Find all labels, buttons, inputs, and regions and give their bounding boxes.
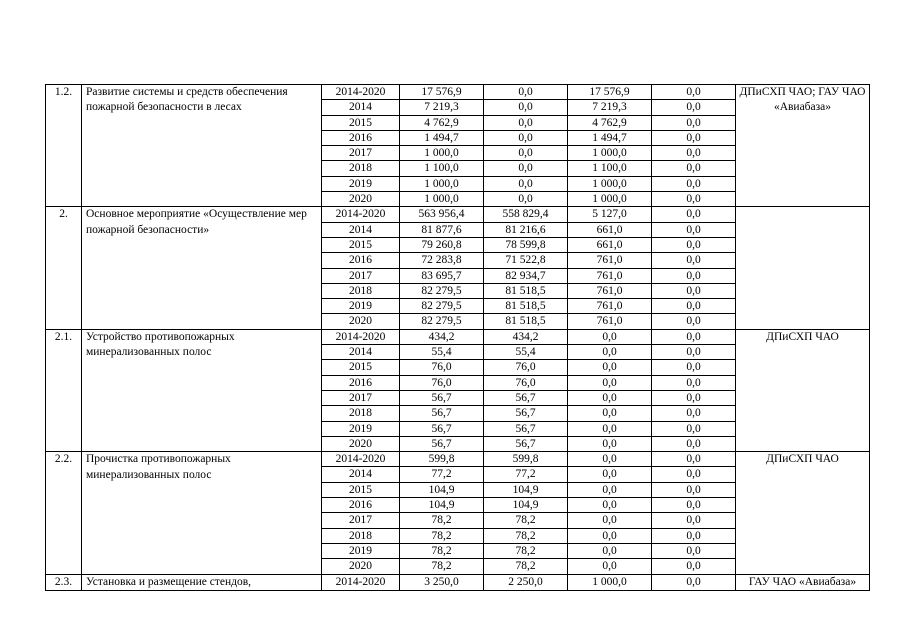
total-cell: 78,2 xyxy=(400,559,484,574)
year-cell: 2014-2020 xyxy=(322,207,400,222)
year-cell: 2015 xyxy=(322,115,400,130)
total-cell: 56,7 xyxy=(400,436,484,451)
executor-cell: ДПиСХП ЧАО xyxy=(736,452,870,574)
program-table xyxy=(45,84,870,591)
total-cell: 56,7 xyxy=(400,390,484,405)
funding-cell: 0,0 xyxy=(484,146,568,161)
year-cell: 2019 xyxy=(322,421,400,436)
funding-cell: 55,4 xyxy=(484,345,568,360)
funding-cell: 0,0 xyxy=(652,176,736,191)
funding-cell: 78,2 xyxy=(484,543,568,558)
funding-cell: 761,0 xyxy=(568,299,652,314)
year-cell: 2014 xyxy=(322,345,400,360)
total-cell: 17 576,9 xyxy=(400,85,484,100)
funding-cell: 0,0 xyxy=(652,146,736,161)
funding-cell: 1 000,0 xyxy=(568,146,652,161)
year-cell: 2014 xyxy=(322,222,400,237)
funding-cell: 0,0 xyxy=(568,345,652,360)
total-cell: 72 283,8 xyxy=(400,253,484,268)
funding-cell: 1 000,0 xyxy=(568,176,652,191)
funding-cell: 0,0 xyxy=(568,436,652,451)
funding-cell: 0,0 xyxy=(652,421,736,436)
total-cell: 77,2 xyxy=(400,467,484,482)
funding-cell: 599,8 xyxy=(484,452,568,467)
year-cell: 2016 xyxy=(322,375,400,390)
funding-cell: 0,0 xyxy=(568,390,652,405)
total-cell: 1 000,0 xyxy=(400,146,484,161)
funding-cell: 4 762,9 xyxy=(568,115,652,130)
total-cell: 82 279,5 xyxy=(400,314,484,329)
funding-cell: 761,0 xyxy=(568,283,652,298)
funding-cell: 0,0 xyxy=(484,161,568,176)
funding-cell: 0,0 xyxy=(652,115,736,130)
funding-cell: 0,0 xyxy=(652,192,736,207)
total-cell: 78,2 xyxy=(400,513,484,528)
total-cell: 4 762,9 xyxy=(400,115,484,130)
funding-cell: 0,0 xyxy=(484,85,568,100)
funding-cell: 661,0 xyxy=(568,222,652,237)
total-cell: 78,2 xyxy=(400,543,484,558)
year-cell: 2016 xyxy=(322,498,400,513)
executor-cell: ГАУ ЧАО «Авиабаза» xyxy=(736,574,870,590)
funding-cell: 0,0 xyxy=(652,559,736,574)
funding-cell: 56,7 xyxy=(484,390,568,405)
funding-cell: 761,0 xyxy=(568,268,652,283)
funding-cell: 0,0 xyxy=(652,85,736,100)
year-cell: 2018 xyxy=(322,283,400,298)
year-cell: 2017 xyxy=(322,390,400,405)
funding-cell: 0,0 xyxy=(568,360,652,375)
table-row xyxy=(46,85,870,100)
total-cell: 78,2 xyxy=(400,528,484,543)
funding-cell: 0,0 xyxy=(652,498,736,513)
funding-cell: 0,0 xyxy=(652,406,736,421)
funding-cell: 0,0 xyxy=(652,299,736,314)
funding-cell: 0,0 xyxy=(652,268,736,283)
table-row xyxy=(46,574,870,590)
funding-cell: 434,2 xyxy=(484,329,568,344)
funding-cell: 1 494,7 xyxy=(568,130,652,145)
total-cell: 1 494,7 xyxy=(400,130,484,145)
year-cell: 2020 xyxy=(322,192,400,207)
year-cell: 2015 xyxy=(322,360,400,375)
funding-cell: 0,0 xyxy=(652,436,736,451)
item-name: Развитие системы и средств обеспечения пожарной безопасности в лесах xyxy=(82,85,322,207)
funding-cell: 0,0 xyxy=(652,130,736,145)
funding-cell: 0,0 xyxy=(568,375,652,390)
funding-cell: 1 100,0 xyxy=(568,161,652,176)
funding-cell: 0,0 xyxy=(568,498,652,513)
item-number: 2. xyxy=(46,207,82,329)
funding-cell: 0,0 xyxy=(652,528,736,543)
funding-cell: 56,7 xyxy=(484,406,568,421)
funding-cell: 761,0 xyxy=(568,253,652,268)
funding-cell: 0,0 xyxy=(568,513,652,528)
year-cell: 2018 xyxy=(322,161,400,176)
funding-cell: 56,7 xyxy=(484,421,568,436)
total-cell: 56,7 xyxy=(400,421,484,436)
year-cell: 2014-2020 xyxy=(322,85,400,100)
funding-cell: 78,2 xyxy=(484,528,568,543)
funding-cell: 5 127,0 xyxy=(568,207,652,222)
item-number: 2.2. xyxy=(46,452,82,574)
funding-cell: 0,0 xyxy=(652,253,736,268)
year-cell: 2017 xyxy=(322,513,400,528)
funding-cell: 78 599,8 xyxy=(484,237,568,252)
total-cell: 76,0 xyxy=(400,375,484,390)
item-name: Установка и размещение стендов, xyxy=(82,574,322,590)
year-cell: 2020 xyxy=(322,436,400,451)
funding-cell: 0,0 xyxy=(652,574,736,590)
year-cell: 2019 xyxy=(322,543,400,558)
funding-cell: 0,0 xyxy=(652,100,736,115)
funding-cell: 76,0 xyxy=(484,375,568,390)
funding-cell: 0,0 xyxy=(568,543,652,558)
funding-cell: 0,0 xyxy=(652,345,736,360)
total-cell: 79 260,8 xyxy=(400,237,484,252)
total-cell: 56,7 xyxy=(400,406,484,421)
funding-cell: 0,0 xyxy=(652,237,736,252)
funding-cell: 82 934,7 xyxy=(484,268,568,283)
table-row xyxy=(46,329,870,344)
funding-cell: 0,0 xyxy=(568,406,652,421)
funding-cell: 81 518,5 xyxy=(484,283,568,298)
item-name: Устройство противопожарных минерализованных полос xyxy=(82,329,322,451)
item-name: Основное мероприятие «Осуществление мер пожарной безопасности» xyxy=(82,207,322,329)
funding-cell: 78,2 xyxy=(484,513,568,528)
funding-cell: 0,0 xyxy=(652,543,736,558)
funding-cell: 0,0 xyxy=(568,559,652,574)
total-cell: 82 279,5 xyxy=(400,283,484,298)
funding-cell: 0,0 xyxy=(652,360,736,375)
year-cell: 2016 xyxy=(322,253,400,268)
year-cell: 2016 xyxy=(322,130,400,145)
funding-cell: 0,0 xyxy=(568,482,652,497)
year-cell: 2014-2020 xyxy=(322,452,400,467)
table-row xyxy=(46,207,870,222)
funding-cell: 0,0 xyxy=(652,390,736,405)
total-cell: 7 219,3 xyxy=(400,100,484,115)
funding-cell: 0,0 xyxy=(568,421,652,436)
year-cell: 2019 xyxy=(322,176,400,191)
total-cell: 104,9 xyxy=(400,482,484,497)
table-row xyxy=(46,452,870,467)
total-cell: 599,8 xyxy=(400,452,484,467)
executor-cell: ДПиСХП ЧАО; ГАУ ЧАО «Авиабаза» xyxy=(736,85,870,207)
funding-cell: 0,0 xyxy=(484,130,568,145)
funding-cell: 0,0 xyxy=(652,513,736,528)
funding-cell: 71 522,8 xyxy=(484,253,568,268)
funding-cell: 1 000,0 xyxy=(568,192,652,207)
funding-cell: 0,0 xyxy=(652,467,736,482)
year-cell: 2020 xyxy=(322,559,400,574)
total-cell: 76,0 xyxy=(400,360,484,375)
year-cell: 2014 xyxy=(322,467,400,482)
year-cell: 2018 xyxy=(322,528,400,543)
funding-cell: 0,0 xyxy=(568,467,652,482)
total-cell: 104,9 xyxy=(400,498,484,513)
funding-cell: 81 518,5 xyxy=(484,299,568,314)
total-cell: 82 279,5 xyxy=(400,299,484,314)
funding-cell: 0,0 xyxy=(652,314,736,329)
funding-cell: 0,0 xyxy=(652,329,736,344)
funding-cell: 17 576,9 xyxy=(568,85,652,100)
year-cell: 2020 xyxy=(322,314,400,329)
funding-cell: 0,0 xyxy=(568,528,652,543)
year-cell: 2019 xyxy=(322,299,400,314)
item-number: 2.3. xyxy=(46,574,82,590)
item-name: Прочистка противопожарных минерализованных полос xyxy=(82,452,322,574)
funding-cell: 0,0 xyxy=(484,176,568,191)
executor-cell: ДПиСХП ЧАО xyxy=(736,329,870,451)
funding-cell: 1 000,0 xyxy=(568,574,652,590)
year-cell: 2017 xyxy=(322,146,400,161)
funding-cell: 77,2 xyxy=(484,467,568,482)
funding-cell: 104,9 xyxy=(484,498,568,513)
funding-cell: 661,0 xyxy=(568,237,652,252)
total-cell: 1 000,0 xyxy=(400,192,484,207)
item-number: 2.1. xyxy=(46,329,82,451)
total-cell: 434,2 xyxy=(400,329,484,344)
funding-cell: 0,0 xyxy=(652,283,736,298)
funding-cell: 76,0 xyxy=(484,360,568,375)
funding-cell: 56,7 xyxy=(484,436,568,451)
funding-cell: 78,2 xyxy=(484,559,568,574)
funding-cell: 0,0 xyxy=(652,482,736,497)
funding-cell: 81 518,5 xyxy=(484,314,568,329)
funding-cell: 0,0 xyxy=(652,452,736,467)
total-cell: 55,4 xyxy=(400,345,484,360)
funding-cell: 761,0 xyxy=(568,314,652,329)
funding-cell: 2 250,0 xyxy=(484,574,568,590)
total-cell: 563 956,4 xyxy=(400,207,484,222)
funding-cell: 0,0 xyxy=(652,222,736,237)
total-cell: 81 877,6 xyxy=(400,222,484,237)
total-cell: 3 250,0 xyxy=(400,574,484,590)
funding-cell: 0,0 xyxy=(484,100,568,115)
funding-cell: 0,0 xyxy=(484,192,568,207)
funding-cell: 0,0 xyxy=(484,115,568,130)
funding-cell: 0,0 xyxy=(568,452,652,467)
year-cell: 2017 xyxy=(322,268,400,283)
year-cell: 2014-2020 xyxy=(322,574,400,590)
total-cell: 1 100,0 xyxy=(400,161,484,176)
funding-cell: 0,0 xyxy=(652,375,736,390)
funding-cell: 104,9 xyxy=(484,482,568,497)
funding-cell: 0,0 xyxy=(568,329,652,344)
total-cell: 1 000,0 xyxy=(400,176,484,191)
item-number: 1.2. xyxy=(46,85,82,207)
table-body xyxy=(46,85,870,591)
executor-cell xyxy=(736,207,870,329)
year-cell: 2015 xyxy=(322,482,400,497)
funding-cell: 0,0 xyxy=(652,207,736,222)
funding-cell: 7 219,3 xyxy=(568,100,652,115)
year-cell: 2014 xyxy=(322,100,400,115)
funding-cell: 81 216,6 xyxy=(484,222,568,237)
year-cell: 2015 xyxy=(322,237,400,252)
year-cell: 2014-2020 xyxy=(322,329,400,344)
year-cell: 2018 xyxy=(322,406,400,421)
funding-cell: 558 829,4 xyxy=(484,207,568,222)
total-cell: 83 695,7 xyxy=(400,268,484,283)
funding-cell: 0,0 xyxy=(652,161,736,176)
